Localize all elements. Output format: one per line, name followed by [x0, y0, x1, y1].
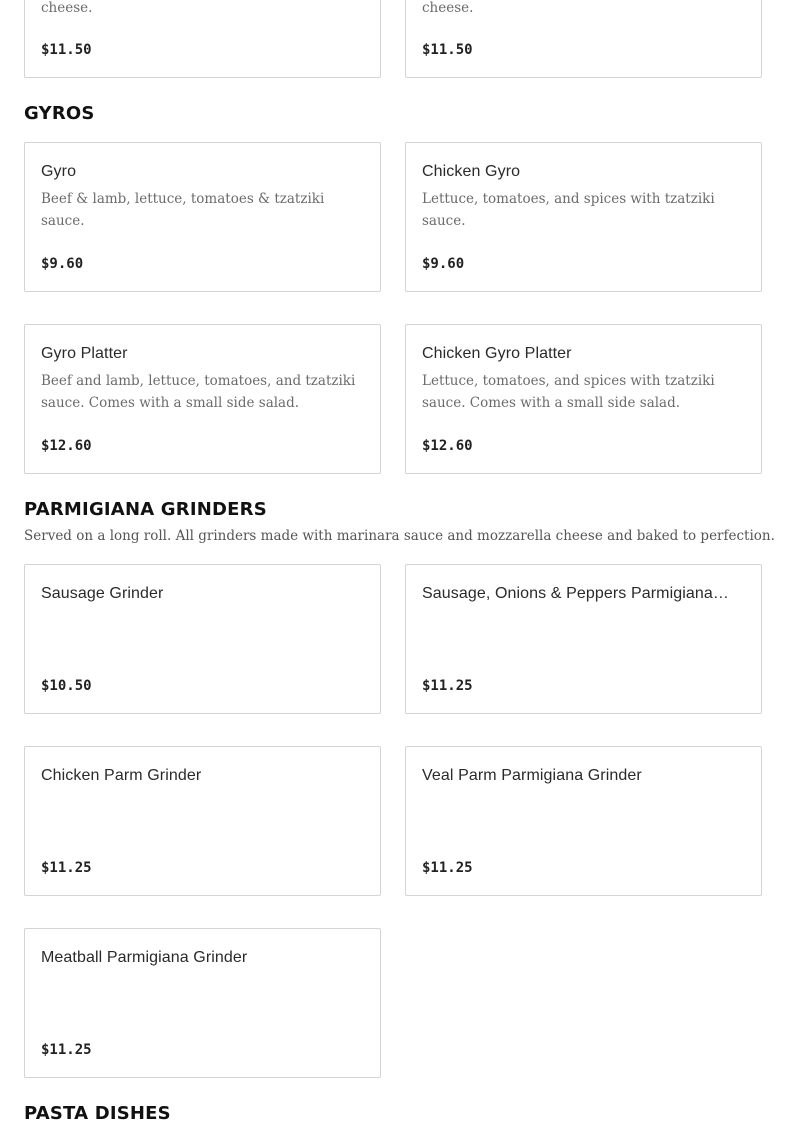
item-description: cheese. — [422, 0, 474, 16]
item-price: $12.60 — [422, 438, 473, 454]
menu-item-card[interactable] — [405, 324, 762, 474]
item-name: Sausage, Onions & Peppers Parmigiana… — [422, 585, 729, 602]
item-price: $11.50 — [422, 42, 473, 58]
item-name: Gyro Platter — [41, 345, 128, 362]
section-description: Served on a long roll. All grinders made with marinara sauce and mozzarella cheese and baked to perfection. — [24, 528, 775, 544]
item-name: Sausage Grinder — [41, 585, 164, 602]
item-price: $10.50 — [41, 678, 92, 694]
item-description: Lettuce, tomatoes, and spices with tzatziki sauce. — [422, 191, 715, 229]
item-description: cheese. — [41, 0, 93, 16]
item-price: $11.50 — [41, 42, 92, 58]
menu-item-card[interactable] — [24, 324, 381, 474]
item-name: Chicken Gyro — [422, 163, 521, 180]
menu-item-card[interactable] — [24, 0, 381, 78]
menu-item-card[interactable] — [405, 564, 762, 714]
item-description: Lettuce, tomatoes, and spices with tzatziki sauce. Comes with a small side salad. — [422, 373, 715, 411]
section-title-parmigiana-grinders: PARMIGIANA GRINDERS — [24, 499, 267, 520]
menu-item-card[interactable] — [405, 0, 762, 78]
item-price: $11.25 — [422, 678, 473, 694]
item-price: $9.60 — [41, 256, 84, 272]
item-price: $11.25 — [41, 860, 92, 876]
item-name: Meatball Parmigiana Grinder — [41, 949, 248, 966]
menu-item-card[interactable] — [405, 142, 762, 292]
menu-item-card[interactable] — [24, 142, 381, 292]
item-name: Chicken Gyro Platter — [422, 345, 572, 362]
item-description: Beef & lamb, lettuce, tomatoes & tzatziki sauce. — [41, 191, 325, 229]
item-price: $11.25 — [422, 860, 473, 876]
item-price: $12.60 — [41, 438, 92, 454]
item-price: $9.60 — [422, 256, 465, 272]
menu-item-card[interactable] — [405, 746, 762, 896]
menu-item-card[interactable] — [24, 928, 381, 1078]
section-title-pasta-dishes: PASTA DISHES — [24, 1103, 171, 1124]
item-description: Beef and lamb, lettuce, tomatoes, and tzatziki sauce. Comes with a small side salad. — [41, 373, 356, 411]
item-name: Veal Parm Parmigiana Grinder — [422, 767, 642, 784]
item-price: $11.25 — [41, 1042, 92, 1058]
item-name: Gyro — [41, 163, 77, 180]
menu-item-card[interactable] — [24, 746, 381, 896]
menu-item-card[interactable] — [24, 564, 381, 714]
item-name: Chicken Parm Grinder — [41, 767, 202, 784]
section-title-gyros: GYROS — [24, 103, 95, 124]
